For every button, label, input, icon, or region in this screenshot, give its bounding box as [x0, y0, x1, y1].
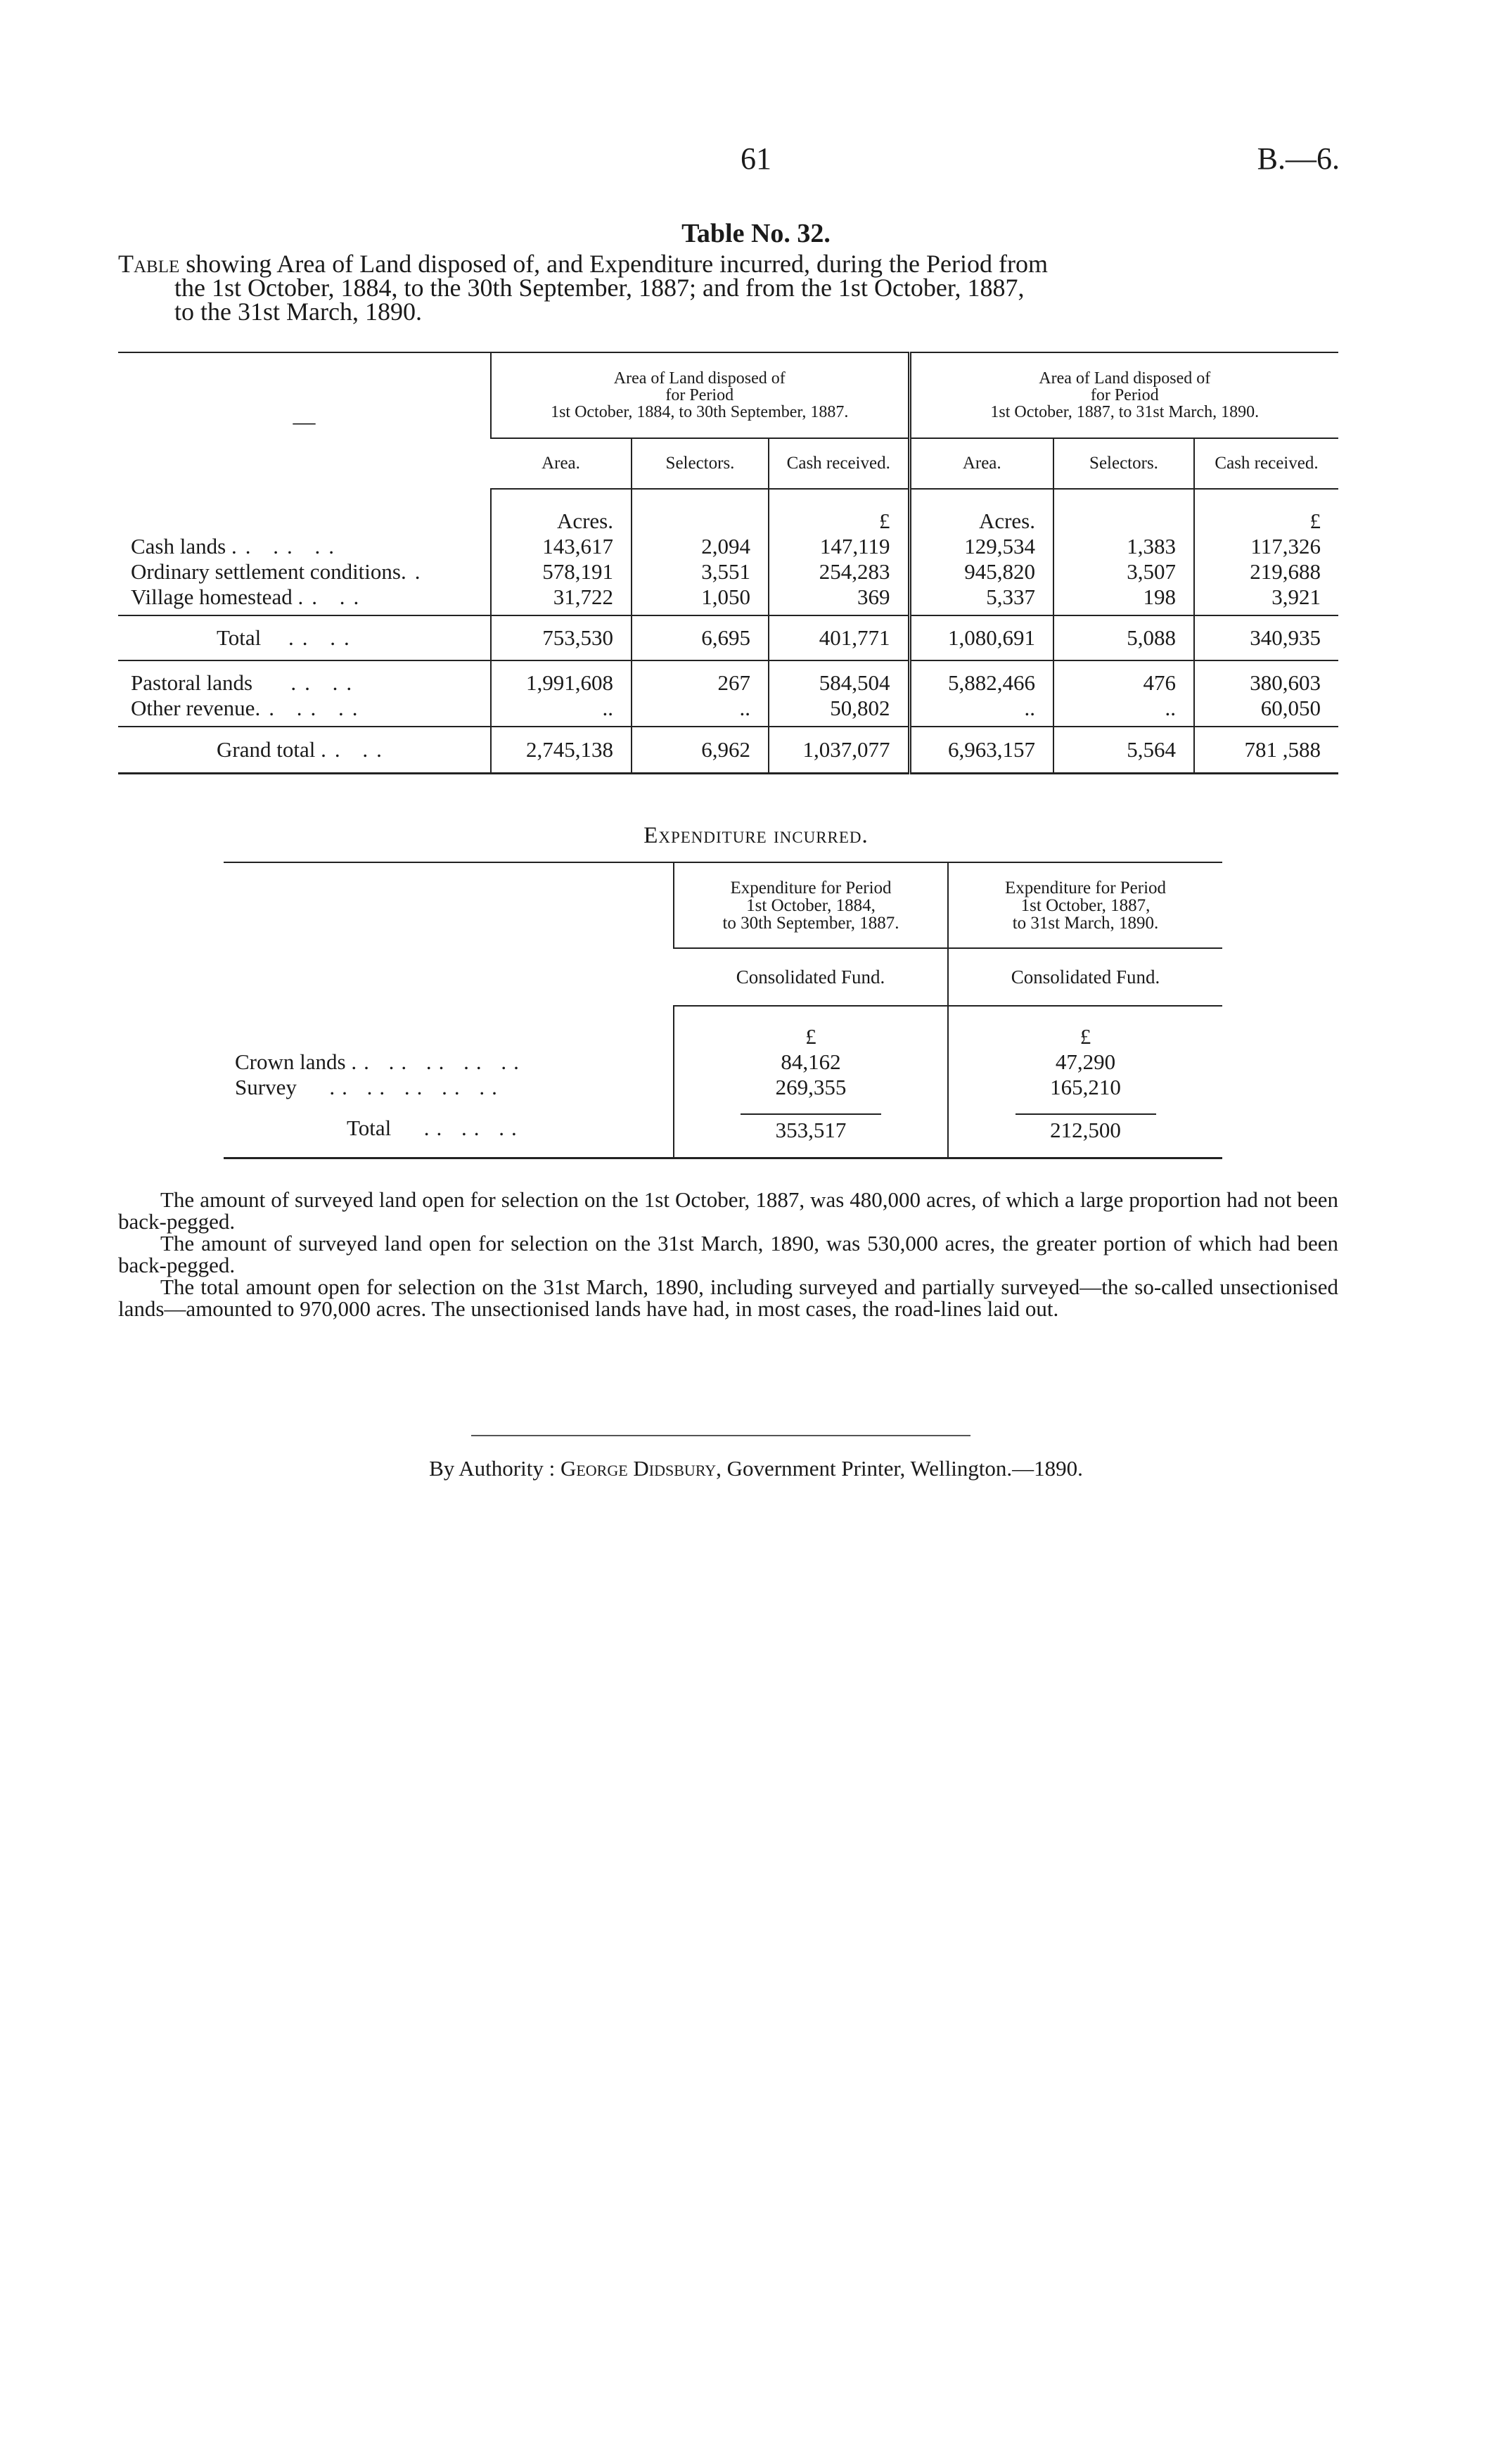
- cell: 781 ,588: [1194, 727, 1338, 773]
- cell: 401,771: [769, 615, 909, 660]
- cell: 2,745,138: [491, 727, 632, 773]
- fund-label: Consolidated Fund.: [948, 948, 1222, 1006]
- group2-line1: Area of Land disposed of: [1039, 369, 1211, 388]
- unit-label: £: [1194, 489, 1338, 534]
- table-row: [118, 660, 1338, 696]
- exp-col-header-1887-1890: [948, 862, 1222, 948]
- cell: 6,695: [632, 615, 769, 660]
- authority-prefix: By Authority :: [429, 1456, 556, 1481]
- cell: 753,530: [491, 615, 632, 660]
- caption-line-2: the 1st October, 1884, to the 30th September, 1887; and from the 1st October, 1887,: [174, 274, 1025, 302]
- grand-total-label: Grand total: [217, 736, 316, 762]
- row-label: Ordinary settlement conditions: [131, 559, 401, 584]
- cell: 254,283: [769, 559, 909, 585]
- leader-dots: .. .. ..: [255, 696, 366, 720]
- divider: [471, 1435, 970, 1436]
- table-row: [224, 1049, 1222, 1075]
- cell: 1,383: [1053, 534, 1194, 559]
- currency-label: £: [674, 1006, 948, 1049]
- unit-label: Acres.: [909, 489, 1053, 534]
- currency-label: £: [948, 1006, 1222, 1049]
- stub-header: —: [118, 352, 491, 489]
- note-paragraph: The total amount open for selection on the 31st March, 1890, including surveyed and partially surveyed—the so-called unsectionised lands—amounted to 970,000 acres. The unsectionised lands have had, in most cases, the road-lines laid out.: [118, 1275, 1338, 1321]
- land-disposed-table: [118, 352, 1338, 774]
- cell: 31,722: [491, 585, 632, 615]
- printer-imprint: [0, 1456, 1512, 1481]
- leader-dots: .. .. ..: [231, 534, 342, 558]
- cell: 578,191: [491, 559, 632, 585]
- table-title: Table No. 32.: [681, 219, 831, 248]
- cell: 269,355: [674, 1075, 948, 1100]
- cell: 476: [1053, 660, 1194, 696]
- cell: ..: [909, 696, 1053, 727]
- cell: 3,507: [1053, 559, 1194, 585]
- cell: 1,037,077: [769, 727, 909, 773]
- cell: 369: [769, 585, 909, 615]
- cell: 340,935: [1194, 615, 1338, 660]
- cell: 267: [632, 660, 769, 696]
- leader-dots: .. ..: [288, 625, 358, 650]
- row-label: Crown lands: [235, 1049, 346, 1074]
- cell: 945,820: [909, 559, 1053, 585]
- caption-lead: Table: [118, 250, 180, 278]
- group-header-1887-1890: [909, 352, 1338, 438]
- cell: 84,162: [674, 1049, 948, 1075]
- leader-dots: .. .. .. .. ..: [329, 1075, 504, 1099]
- cell: ..: [491, 696, 632, 727]
- exp-col1-line2: 1st October, 1884,: [746, 895, 876, 915]
- cell: 380,603: [1194, 660, 1338, 696]
- page-number: 61: [741, 141, 771, 176]
- cell: 47,290: [948, 1049, 1222, 1075]
- printer-name: George Didsbury: [560, 1456, 717, 1481]
- exp-col2-line1: Expenditure for Period: [1004, 878, 1167, 898]
- cell: 5,337: [909, 585, 1053, 615]
- table-row: [118, 534, 1338, 559]
- cell: 584,504: [769, 660, 909, 696]
- unit-label: £: [769, 489, 909, 534]
- cell: 1,080,691: [909, 615, 1053, 660]
- authority-suffix: , Government Printer, Wellington.—1890.: [716, 1456, 1083, 1481]
- group-header-1884-1887: [491, 352, 909, 438]
- leader-dots: .. ..: [297, 585, 368, 609]
- col-header: Selectors.: [632, 438, 769, 489]
- group2-line2: for Period: [1090, 386, 1159, 404]
- notes: [118, 1189, 1338, 1320]
- leader-dots: ..: [400, 559, 429, 584]
- grand-total-row: [118, 727, 1338, 773]
- table-row: [118, 585, 1338, 615]
- table-row: [118, 559, 1338, 585]
- cell: 143,617: [491, 534, 632, 559]
- cell: 6,963,157: [909, 727, 1053, 773]
- row-label: Pastoral lands: [131, 670, 253, 695]
- table-row: [224, 1075, 1222, 1100]
- cell: 6,962: [632, 727, 769, 773]
- row-label: Cash lands: [131, 534, 226, 558]
- unit-label: [1053, 489, 1194, 534]
- col-header: Area.: [909, 438, 1053, 489]
- leader-dots: .. .. ..: [423, 1116, 524, 1141]
- exp-col-header-1884-1887: [674, 862, 948, 948]
- caption-line-1: showing Area of Land disposed of, and Expenditure incurred, during the Period from: [179, 250, 1048, 278]
- cell: 212,500: [1016, 1113, 1156, 1143]
- cell: 60,050: [1194, 696, 1338, 727]
- group1-line2: for Period: [665, 386, 734, 404]
- note-paragraph: The amount of surveyed land open for selection on the 1st October, 1887, was 480,000 acres, of which a large proportion had not been back-pegged.: [118, 1187, 1338, 1234]
- expenditure-table: [224, 862, 1222, 1159]
- group1-line1: Area of Land disposed of: [613, 369, 786, 388]
- total-row: [224, 1100, 1222, 1158]
- cell: 165,210: [948, 1075, 1222, 1100]
- exp-col2-line2: 1st October, 1887,: [1020, 895, 1151, 915]
- cell: 198: [1053, 585, 1194, 615]
- total-label: Total: [217, 625, 262, 650]
- exp-col1-line3: to 30th September, 1887.: [722, 913, 899, 933]
- cell: 1,991,608: [491, 660, 632, 696]
- exp-col2-line3: to 31st March, 1890.: [1012, 913, 1159, 933]
- cell: 5,564: [1053, 727, 1194, 773]
- row-label: Village homestead: [131, 585, 293, 609]
- cell: 2,094: [632, 534, 769, 559]
- cell: 147,119: [769, 534, 909, 559]
- unit-label: [632, 489, 769, 534]
- leader-dots: .. ..: [321, 736, 390, 762]
- group2-line3: 1st October, 1887, to 31st March, 1890.: [990, 403, 1260, 421]
- document-reference: B.—6.: [1257, 141, 1340, 176]
- cell: ..: [632, 696, 769, 727]
- row-label: Other revenue: [131, 696, 255, 720]
- group1-line3: 1st October, 1884, to 30th September, 1887.: [551, 403, 849, 421]
- row-label: Survey: [235, 1075, 297, 1099]
- caption-line-3: to the 31st March, 1890.: [174, 298, 422, 326]
- cell: 129,534: [909, 534, 1053, 559]
- cell: 117,326: [1194, 534, 1338, 559]
- cell: 1,050: [632, 585, 769, 615]
- leader-dots: .. ..: [290, 670, 361, 695]
- total-label: Total: [347, 1116, 392, 1141]
- cell: 5,088: [1053, 615, 1194, 660]
- unit-label: Acres.: [491, 489, 632, 534]
- cell: 219,688: [1194, 559, 1338, 585]
- fund-label: Consolidated Fund.: [674, 948, 948, 1006]
- table-caption: [118, 252, 1338, 324]
- cell: ..: [1053, 696, 1194, 727]
- exp-col1-line1: Expenditure for Period: [730, 878, 892, 898]
- cell: 3,551: [632, 559, 769, 585]
- cell: 3,921: [1194, 585, 1338, 615]
- total-row: [118, 615, 1338, 660]
- table-row: [118, 696, 1338, 727]
- col-header: Area.: [491, 438, 632, 489]
- cell: 353,517: [741, 1113, 881, 1143]
- leader-dots: .. .. .. .. ..: [351, 1049, 526, 1074]
- cell: 5,882,466: [909, 660, 1053, 696]
- col-header: Cash received.: [769, 438, 909, 489]
- col-header: Selectors.: [1053, 438, 1194, 489]
- note-paragraph: The amount of surveyed land open for selection on the 31st March, 1890, was 530,000 acres, the greater portion of which had been back-pegged.: [118, 1231, 1338, 1277]
- col-header: Cash received.: [1194, 438, 1338, 489]
- expenditure-title: Expenditure incurred.: [643, 823, 869, 848]
- cell: 50,802: [769, 696, 909, 727]
